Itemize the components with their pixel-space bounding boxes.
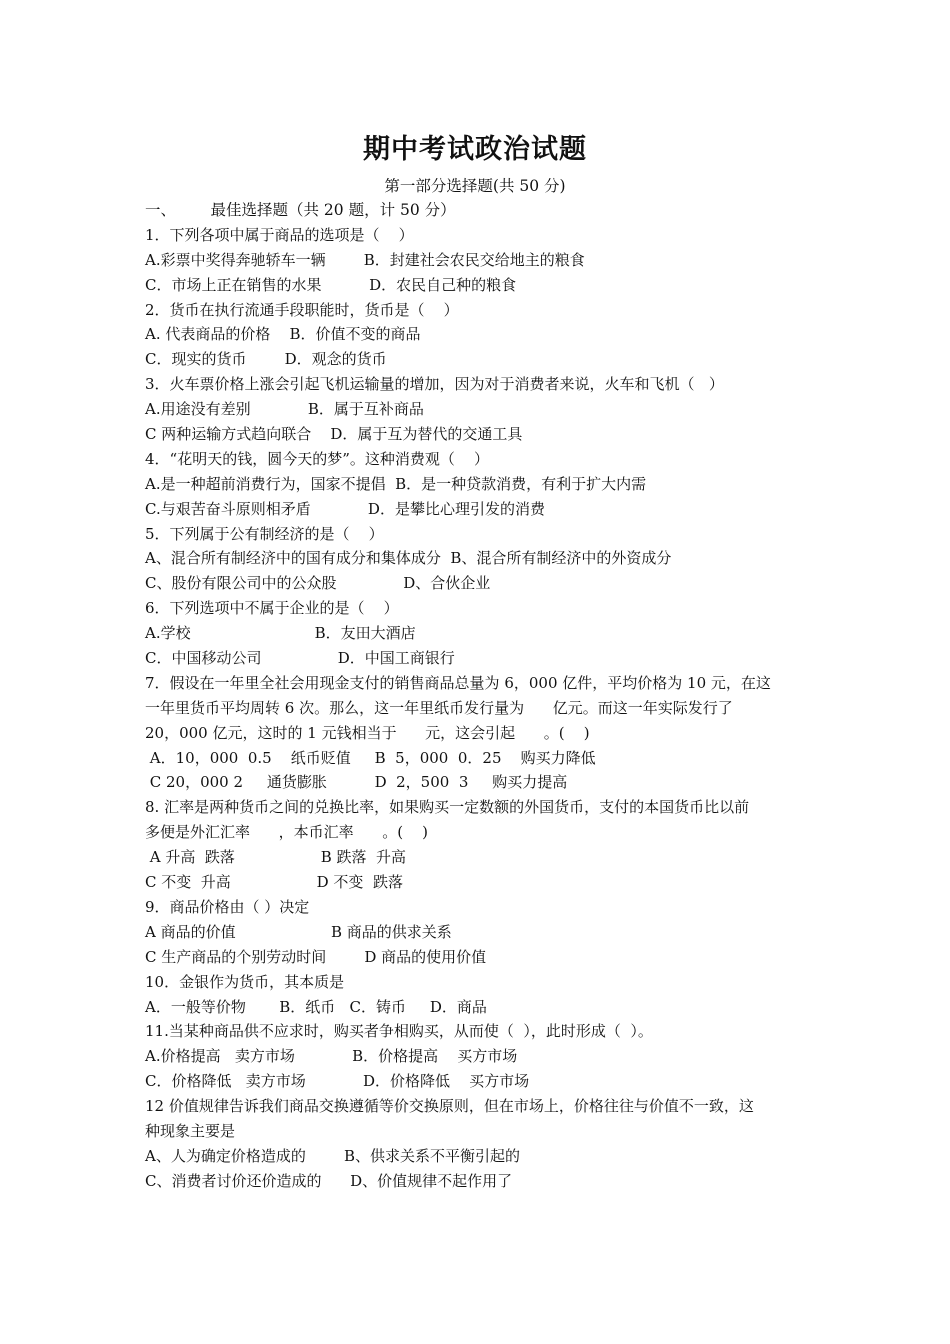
- question-line: 11.当某种商品供不应求时，购买者争相购买，从而使（ ），此时形成（ ）。: [145, 1022, 653, 1041]
- option-line: C 生产商品的个别劳动时间 D 商品的使用价值: [145, 947, 487, 966]
- option-line: A.价格提高 卖方市场 B．价格提高 买方市场: [145, 1047, 518, 1066]
- question-line: 5．下列属于公有制经济的是（ ）: [145, 524, 384, 543]
- option-line: C 两种运输方式趋向联合 D．属于互为替代的交通工具: [145, 425, 523, 444]
- question-body: [145, 198, 815, 1194]
- option-line: A.学校 B．友田大酒店: [145, 624, 416, 643]
- option-line: C、股份有限公司中的公众股 D、合伙企业: [145, 574, 491, 593]
- option-line: A、混合所有制经济中的国有成分和集体成分 B、混合所有制经济中的外资成分: [145, 549, 672, 568]
- question-line: 8. 汇率是两种货币之间的兑换比率，如果购买一定数额的外国货币，支付的本国货币比以前: [145, 798, 750, 817]
- option-line: A．一般等价物 B．纸币 C．铸币 D．商品: [145, 997, 487, 1016]
- section-heading: 一、 最佳选择题（共 20 题，计 50 分）: [145, 201, 456, 219]
- page-title: 期中考试政治试题: [363, 134, 587, 165]
- option-line: C．中国移动公司 D．中国工商银行: [145, 649, 455, 668]
- question-line: 3．火车票价格上涨会引起飞机运输量的增加，因为对于消费者来说，火车和飞机（ ）: [145, 375, 724, 394]
- option-line: C．现实的货币 D．观念的货币: [145, 350, 387, 369]
- question-line: 1．下列各项中属于商品的选项是（ ）: [145, 225, 414, 244]
- question-line: 7．假设在一年里全社会用现金支付的销售商品总量为 6，000 亿件，平均价格为 10 元，在这: [145, 673, 771, 692]
- option-line: C、消费者讨价还价造成的 D、价值规律不起作用了: [145, 1171, 513, 1190]
- option-line: C 不变 升高 D 不变 跌落: [145, 873, 403, 892]
- option-line: A 升高 跌落 B 跌落 升高: [145, 848, 407, 867]
- question-line: 多便是外汇汇率 ，本币汇率 。( ): [145, 823, 428, 842]
- option-line: C 20，000 2 通货膨胀 D 2，500 3 购买力提高: [145, 773, 568, 792]
- option-line: C．价格降低 卖方市场 D．价格降低 买方市场: [145, 1072, 530, 1091]
- option-line: A.是一种超前消费行为，国家不提倡 B．是一种贷款消费，有利于扩大内需: [145, 474, 647, 493]
- option-line: A 商品的价值 B 商品的供求关系: [145, 922, 452, 941]
- page-subtitle: 第一部分选择题(共 50 分): [384, 177, 566, 195]
- question-line: 9．商品价格由（ ）决定: [145, 897, 310, 916]
- question-line: 6．下列选项中不属于企业的是（ ）: [145, 599, 399, 618]
- option-line: A.彩票中奖得奔驰轿车一辆 B．封建社会农民交给地主的粮食: [145, 250, 585, 269]
- option-line: C.与艰苦奋斗原则相矛盾 D．是攀比心理引发的消费: [145, 499, 545, 518]
- question-line: 20，000 亿元，这时的 1 元钱相当于 元，这会引起 。( ): [145, 723, 590, 742]
- option-line: A．10，000 0.5 纸币贬值 B 5，000 0．25 购买力降低: [145, 748, 596, 767]
- option-line: C．市场上正在销售的水果 D．农民自己种的粮食: [145, 275, 517, 294]
- question-line: 种现象主要是: [145, 1121, 236, 1140]
- option-line: A.用途没有差别 B．属于互补商品: [145, 400, 424, 419]
- question-line: 2．货币在执行流通手段职能时，货币是（ ）: [145, 300, 459, 319]
- question-line: 12 价值规律告诉我们商品交换遵循等价交换原则，但在市场上，价格往往与价值不一致，这: [145, 1097, 754, 1116]
- question-line: 一年里货币平均周转 6 次。那么，这一年里纸币发行量为 亿元。而这一年实际发行了: [145, 698, 733, 717]
- question-line: 4．“花明天的钱，圆今天的梦”。这种消费观（ ）: [145, 449, 489, 468]
- option-line: A. 代表商品的价格 B．价值不变的商品: [145, 325, 421, 344]
- question-line: 10．金银作为货币，其本质是: [145, 972, 345, 991]
- option-line: A、人为确定价格造成的 B、供求关系不平衡引起的: [145, 1146, 521, 1165]
